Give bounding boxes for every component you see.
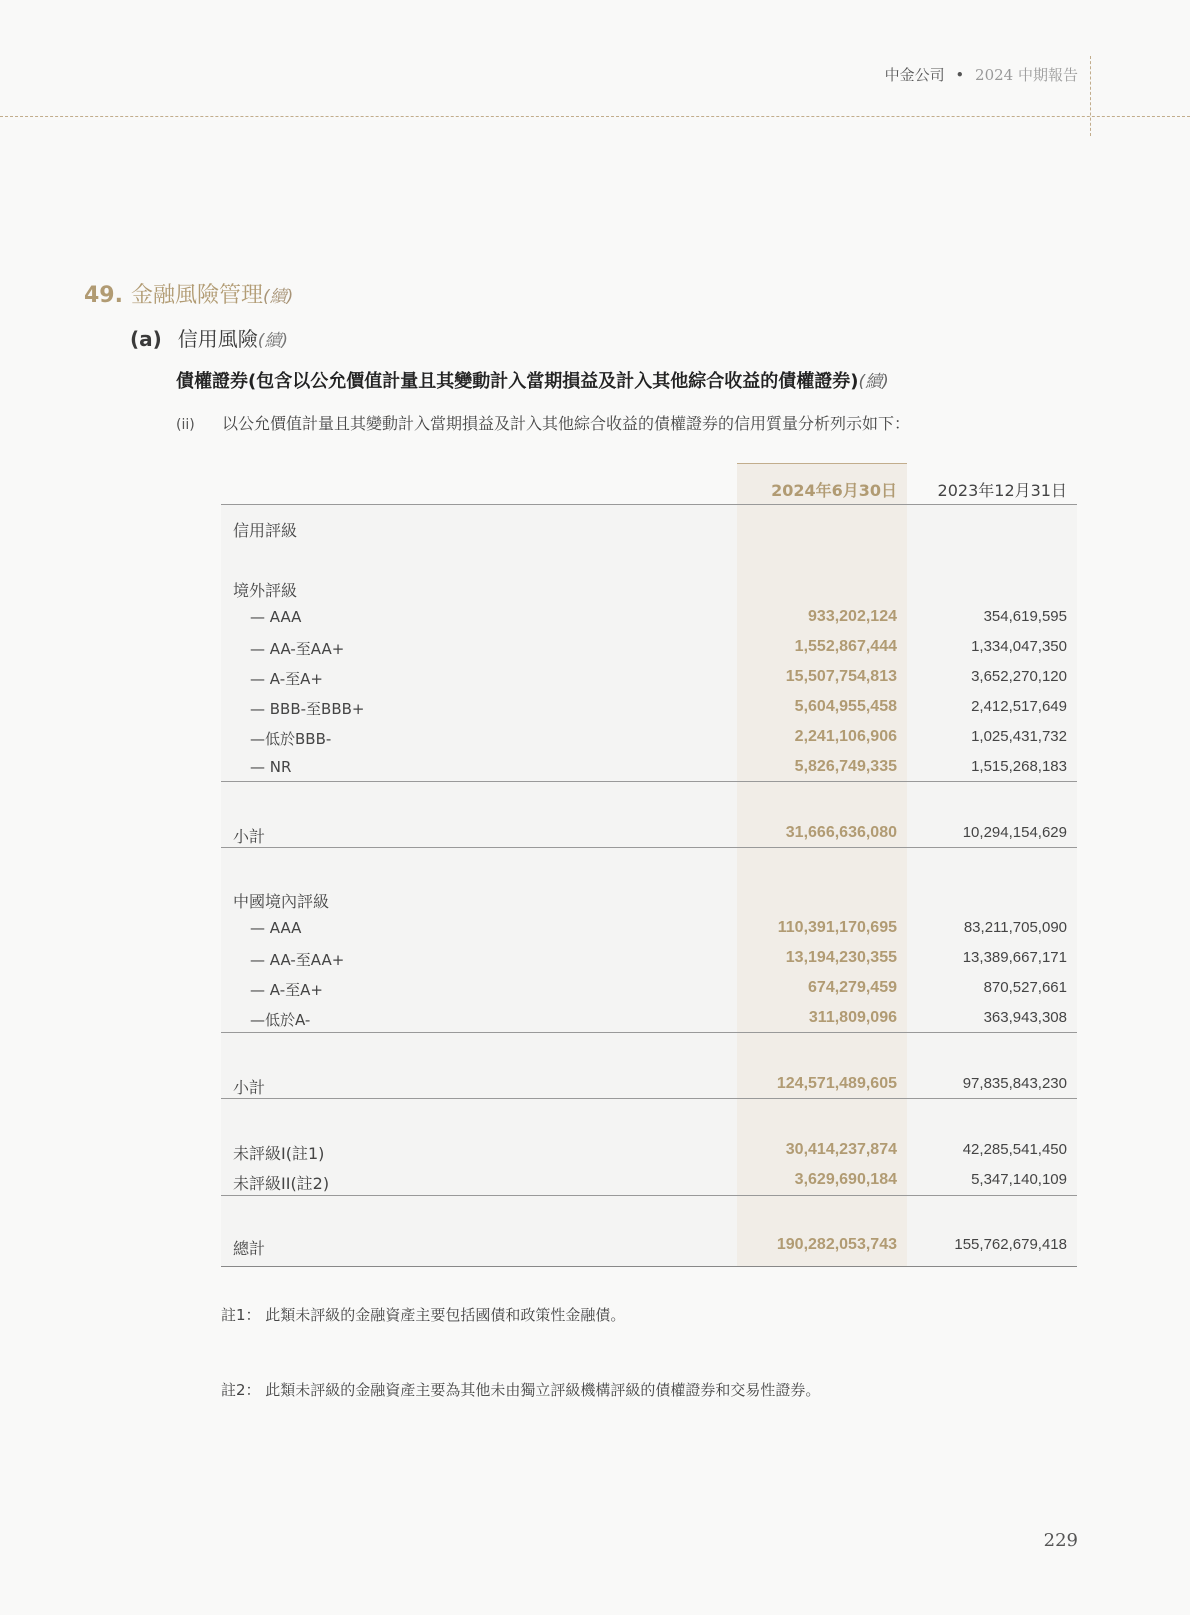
row-label: 信用評級: [233, 521, 298, 540]
value-2023: 870,527,661: [983, 979, 1067, 996]
subsection-title: [130, 323, 288, 352]
table-row: [221, 1166, 1077, 1196]
row-label: — AA-至AA+: [250, 951, 345, 969]
table-row: [221, 914, 1077, 944]
value-2023: 1,515,268,183: [971, 758, 1067, 775]
value-2024: 3,629,690,184: [794, 1171, 897, 1188]
row-label: —低於A-: [250, 1011, 311, 1029]
header-vertical-divider: [1090, 56, 1091, 136]
section-title-text: 金融風險管理: [130, 283, 263, 308]
note-1: 註1： 此類未評級的金融資產主要包括國債和政策性金融債。: [221, 1306, 626, 1324]
running-header: [885, 64, 1078, 85]
value-2024: 1,552,867,444: [794, 638, 897, 655]
table-row: [221, 1004, 1077, 1034]
header-report: 2024 中期報告: [975, 66, 1078, 84]
value-2024: 674,279,459: [808, 979, 897, 996]
row-label: 總計: [233, 1239, 266, 1258]
value-2023: 3,652,270,120: [971, 668, 1067, 685]
intro-text: 以公允價值計量且其變動計入當期損益及計入其他綜合收益的債權證券的信用質量分析列示如下：: [222, 414, 911, 433]
table-row: [221, 603, 1077, 633]
row-domestic-subtotal: [221, 1070, 1077, 1100]
table-rule: [221, 781, 1077, 782]
table-row: [221, 974, 1077, 1004]
row-label: — AAA: [250, 608, 302, 626]
value-2023: 1,025,431,732: [971, 728, 1067, 745]
value-2023: 10,294,154,629: [962, 824, 1067, 841]
table-rule: [221, 847, 1077, 848]
intro-index: (ii): [176, 417, 195, 433]
row-domestic-heading: [221, 884, 1077, 914]
header-divider: [0, 116, 1190, 117]
table-rule: [221, 1098, 1077, 1099]
value-2024: 190,282,053,743: [776, 1236, 897, 1253]
value-2023: 354,619,595: [983, 608, 1067, 625]
table-rule: [221, 1195, 1077, 1196]
section-number: 49.: [84, 283, 123, 308]
value-2024: 2,241,106,906: [794, 728, 897, 745]
table-row: [221, 633, 1077, 663]
row-credit-rating: [221, 513, 1077, 543]
value-2024: 5,826,749,335: [794, 758, 897, 775]
col-header-2023: 2023年12月31日: [937, 481, 1067, 500]
row-label: — BBB-至BBB+: [250, 700, 365, 718]
table-bottom-rule: [221, 1266, 1077, 1267]
row-offshore-subtotal: [221, 819, 1077, 849]
row-label: — AA-至AA+: [250, 640, 345, 658]
header-rule: [221, 504, 1077, 505]
value-2024: 5,604,955,458: [794, 698, 897, 715]
value-2023: 83,211,705,090: [963, 919, 1067, 936]
value-2023: 2,412,517,649: [971, 698, 1067, 715]
row-label: — NR: [250, 758, 292, 776]
row-label: 境外評級: [233, 581, 298, 600]
value-2024: 124,571,489,605: [776, 1075, 897, 1092]
row-label: 小計: [233, 1078, 266, 1097]
bond-heading: [176, 367, 889, 393]
value-2023: 13,389,667,171: [962, 949, 1067, 966]
table-row: [221, 693, 1077, 723]
row-label: — A-至A+: [250, 981, 323, 999]
value-2024: 933,202,124: [808, 608, 897, 625]
value-2024: 13,194,230,355: [785, 949, 897, 966]
value-2023: 97,835,843,230: [962, 1075, 1067, 1092]
table-row: [221, 753, 1077, 783]
value-2023: 42,285,541,450: [962, 1141, 1067, 1158]
table-row: [221, 1136, 1077, 1166]
row-label: 小計: [233, 827, 266, 846]
section-title: [84, 278, 293, 309]
value-2023: 363,943,308: [983, 1009, 1067, 1026]
row-label: 中國境內評級: [233, 892, 330, 911]
value-2024: 31,666,636,080: [785, 824, 897, 841]
row-total: [221, 1231, 1077, 1261]
subsection-title-text: 信用風險: [177, 327, 258, 351]
note-2: 註2： 此類未評級的金融資產主要為其他未由獨立評級機構評級的債權證券和交易性證券。: [221, 1381, 821, 1399]
bond-heading-continued: (續): [858, 372, 889, 392]
subsection-continued: (續): [257, 331, 289, 351]
table-row: [221, 723, 1077, 753]
intro-paragraph: [176, 411, 910, 434]
table-rule: [221, 1032, 1077, 1033]
value-2024: 110,391,170,695: [777, 919, 897, 936]
value-2024: 311,809,096: [808, 1009, 897, 1026]
value-2024: 15,507,754,813: [785, 668, 897, 685]
row-offshore-heading: [221, 573, 1077, 603]
table-row: [221, 663, 1077, 693]
header-company: 中金公司: [884, 66, 945, 84]
subsection-label: (a): [130, 327, 162, 351]
value-2023: 155,762,679,418: [954, 1236, 1067, 1253]
value-2024: 30,414,237,874: [785, 1141, 897, 1158]
value-2023: 5,347,140,109: [971, 1171, 1067, 1188]
row-label: 未評級I(註1): [233, 1144, 325, 1163]
value-2023: 1,334,047,350: [971, 638, 1067, 655]
row-label: — AAA: [250, 919, 302, 937]
table-row: [221, 944, 1077, 974]
row-label: 未評級II(註2): [233, 1174, 330, 1193]
section-continued: (續): [263, 287, 294, 307]
bond-heading-text: 債權證券(包含以公允價值計量且其變動計入當期損益及計入其他綜合收益的債權證券): [176, 371, 859, 392]
page-number: 229: [1043, 1530, 1078, 1551]
row-label: — A-至A+: [250, 670, 323, 688]
col-header-2024: 2024年6月30日: [771, 481, 897, 500]
header-separator: •: [955, 66, 965, 84]
row-label: —低於BBB-: [250, 730, 332, 748]
table-header-row: [221, 473, 1077, 503]
